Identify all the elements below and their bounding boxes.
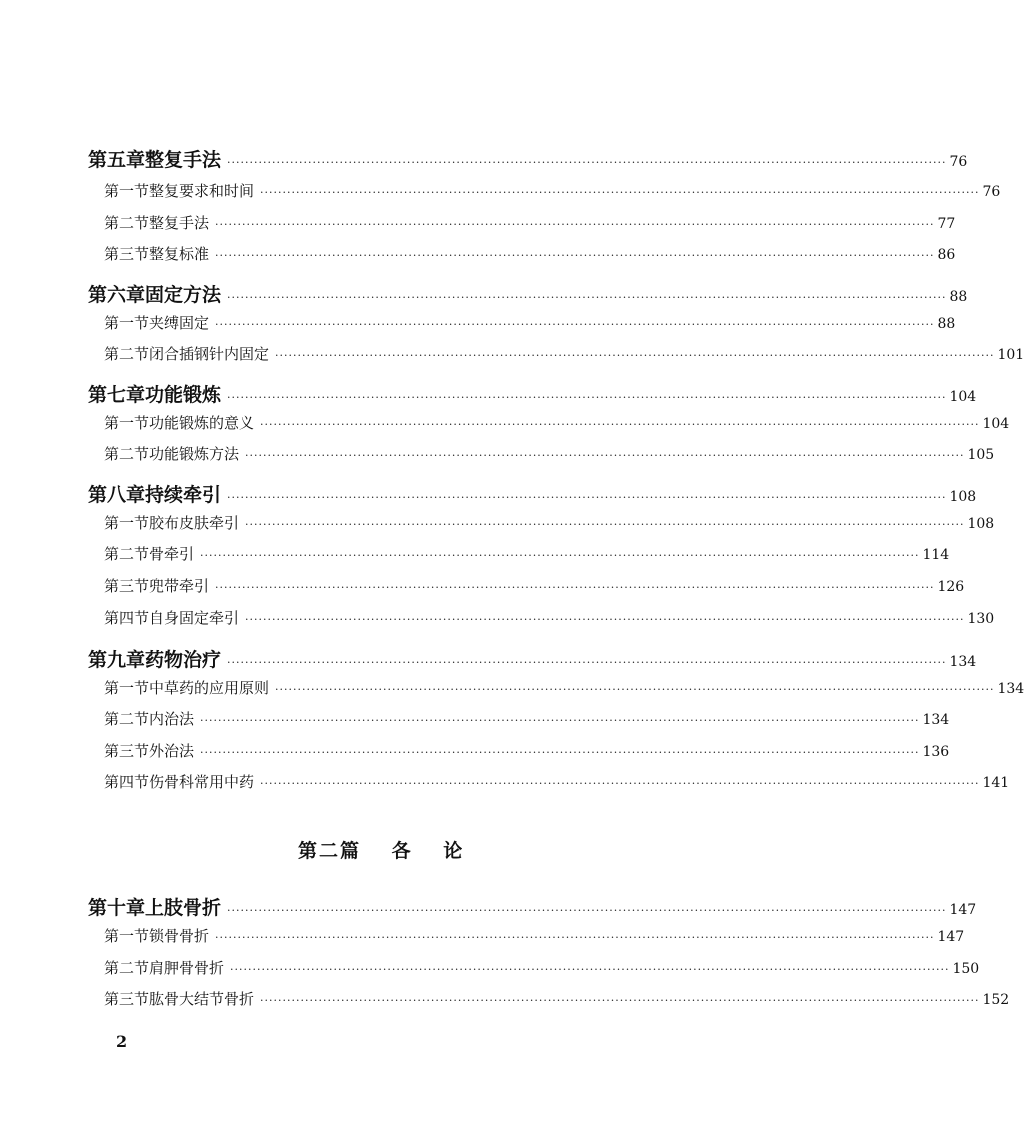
page-reference: 76 <box>982 184 1001 200</box>
page-reference: 101 <box>997 347 1024 363</box>
dot-leader: ································································································································································ <box>260 418 980 431</box>
section-number: 第三节 <box>104 577 150 595</box>
dot-leader: ································································································································································ <box>215 218 935 231</box>
page-reference: 104 <box>949 389 977 405</box>
dot-leader: ································································································································································ <box>215 931 935 944</box>
page-number: 2 <box>116 1032 128 1051</box>
toc-section-entry <box>104 957 980 985</box>
toc-section-entry <box>104 740 950 768</box>
section-title: 整复手法 <box>149 214 210 232</box>
section-number: 第二节 <box>104 345 150 363</box>
chapter-title: 功能锻炼 <box>145 384 222 406</box>
chapter-number: 第五章 <box>88 149 146 171</box>
section-title: 闭合插钢针内固定 <box>149 345 270 363</box>
toc-section-entry <box>104 607 995 635</box>
chapter-title: 整复手法 <box>145 149 222 171</box>
section-number: 第一节 <box>104 314 150 332</box>
dot-leader: ································································································································································ <box>275 349 995 362</box>
dot-leader: ································································································································································ <box>215 249 935 262</box>
dot-leader: ································································································································································ <box>227 904 947 917</box>
dot-leader: ································································································································································ <box>227 156 947 169</box>
toc-section-entry <box>104 212 956 240</box>
dot-leader: ································································································································································ <box>245 518 965 531</box>
page-reference: 141 <box>982 775 1010 791</box>
page-reference: 104 <box>982 416 1010 432</box>
dot-leader: ································································································································································ <box>245 449 965 462</box>
chapter-title: 药物治疗 <box>145 649 222 671</box>
toc-section-entry <box>104 412 1010 440</box>
toc-section-entry <box>104 312 956 340</box>
page-reference: 152 <box>982 992 1010 1008</box>
dot-leader: ································································································································································ <box>227 291 947 304</box>
section-number: 第三节 <box>104 990 150 1008</box>
page-reference: 88 <box>949 289 968 305</box>
section-number: 第三节 <box>104 245 150 263</box>
section-number: 第二节 <box>104 710 150 728</box>
page-reference: 108 <box>967 516 995 532</box>
section-number: 第二节 <box>104 214 150 232</box>
dot-leader: ································································································································································ <box>200 549 920 562</box>
toc-section-entry <box>104 925 965 953</box>
dot-leader: ································································································································································ <box>260 777 980 790</box>
dot-leader: ································································································································································ <box>275 683 995 696</box>
page-reference: 147 <box>937 929 965 945</box>
toc-section-entry <box>104 243 956 271</box>
toc-section-entry <box>104 708 950 736</box>
section-number: 第三节 <box>104 742 150 760</box>
page-reference: 86 <box>937 247 956 263</box>
dot-leader: ································································································································································ <box>245 613 965 626</box>
part-heading: 第二篇 各 论 <box>298 840 465 862</box>
page-reference: 134 <box>997 681 1024 697</box>
section-title: 整复标准 <box>149 245 210 263</box>
section-title: 夹缚固定 <box>149 314 210 332</box>
section-title: 外治法 <box>149 742 195 760</box>
page-reference: 134 <box>922 712 950 728</box>
chapter-number: 第六章 <box>88 284 146 306</box>
dot-leader: ································································································································································ <box>230 963 950 976</box>
toc-chapter-entry <box>88 380 977 408</box>
toc-section-entry <box>104 512 995 540</box>
section-number: 第一节 <box>104 414 150 432</box>
toc-section-entry <box>104 343 1024 371</box>
page-reference: 76 <box>949 154 968 170</box>
chapter-number: 第九章 <box>88 649 146 671</box>
section-title: 伤骨科常用中药 <box>149 773 255 791</box>
section-title: 兜带牵引 <box>149 577 210 595</box>
dot-leader: ································································································································································ <box>227 391 947 404</box>
section-number: 第二节 <box>104 545 150 563</box>
toc-section-entry <box>104 543 950 571</box>
dot-leader: ································································································································································ <box>200 746 920 759</box>
toc-section-entry <box>104 443 995 471</box>
section-title: 内治法 <box>149 710 195 728</box>
toc-section-entry <box>104 771 1010 799</box>
dot-leader: ································································································································································ <box>260 994 980 1007</box>
section-title: 功能锻炼方法 <box>149 445 240 463</box>
section-number: 第一节 <box>104 679 150 697</box>
dot-leader: ································································································································································ <box>215 318 935 331</box>
toc-section-entry <box>104 988 1010 1016</box>
page-reference: 88 <box>937 316 956 332</box>
section-title: 整复要求和时间 <box>149 182 255 200</box>
toc-chapter-entry <box>88 893 977 921</box>
chapter-number: 第七章 <box>88 384 146 406</box>
section-number: 第二节 <box>104 959 150 977</box>
toc-chapter-entry <box>88 645 977 673</box>
page-reference: 77 <box>937 216 956 232</box>
dot-leader: ································································································································································ <box>260 186 980 199</box>
chapter-number: 第十章 <box>88 897 146 919</box>
page-reference: 108 <box>949 489 977 505</box>
dot-leader: ································································································································································ <box>200 714 920 727</box>
section-number: 第四节 <box>104 609 150 627</box>
page-reference: 105 <box>967 447 995 463</box>
page-reference: 147 <box>949 902 977 918</box>
dot-leader: ································································································································································ <box>215 581 935 594</box>
page-reference: 130 <box>967 611 995 627</box>
section-title: 骨牵引 <box>149 545 195 563</box>
section-title: 中草药的应用原则 <box>149 679 270 697</box>
page-reference: 134 <box>949 654 977 670</box>
section-title: 胶布皮肤牵引 <box>149 514 240 532</box>
toc-section-entry <box>104 180 1001 208</box>
toc-section-entry <box>104 575 965 603</box>
toc-chapter-entry <box>88 280 968 308</box>
page-reference: 136 <box>922 744 950 760</box>
chapter-number: 第八章 <box>88 484 146 506</box>
section-title: 功能锻炼的意义 <box>149 414 255 432</box>
section-number: 第四节 <box>104 773 150 791</box>
toc-section-entry <box>104 677 1024 705</box>
section-title: 肱骨大结节骨折 <box>149 990 255 1008</box>
toc-chapter-entry <box>88 145 968 173</box>
dot-leader: ································································································································································ <box>227 656 947 669</box>
section-number: 第一节 <box>104 514 150 532</box>
section-title: 自身固定牵引 <box>149 609 240 627</box>
section-number: 第二节 <box>104 445 150 463</box>
section-number: 第一节 <box>104 182 150 200</box>
dot-leader: ································································································································································ <box>227 491 947 504</box>
section-title: 锁骨骨折 <box>149 927 210 945</box>
page-reference: 114 <box>922 547 950 563</box>
chapter-title: 固定方法 <box>145 284 222 306</box>
section-title: 肩胛骨骨折 <box>149 959 225 977</box>
page-reference: 126 <box>937 579 965 595</box>
section-number: 第一节 <box>104 927 150 945</box>
page-reference: 150 <box>952 961 980 977</box>
chapter-title: 上肢骨折 <box>145 897 222 919</box>
chapter-title: 持续牵引 <box>145 484 222 506</box>
toc-chapter-entry <box>88 480 977 508</box>
